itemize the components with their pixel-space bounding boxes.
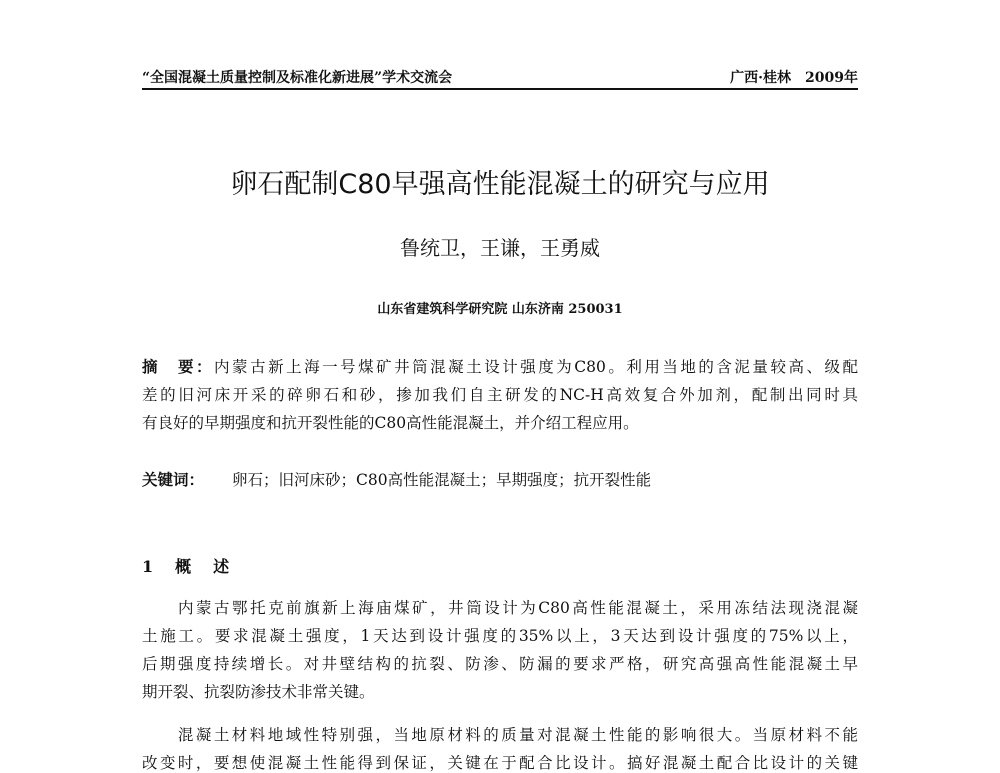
section-title: 概述 — [175, 557, 252, 576]
keywords-label: 关键词： — [142, 470, 205, 489]
abstract-line — [142, 355, 858, 377]
paragraph-line: 后期强度持续增长。对井壁结构的抗裂、防渗、防漏的要求严格，研究高强高性能混凝土早 — [142, 655, 858, 673]
authors: 鲁统卫，王谦，王勇威 — [400, 236, 600, 260]
paragraph-line: 改变时，要想使混凝土性能得到保证，关键在于配合比设计。搞好混凝土配合比设计的关键 — [142, 754, 858, 772]
abstract-line: 差的旧河床开采的碎卵石和砂，掺加我们自主研发的NC-H高效复合外加剂，配制出同时具 — [142, 386, 858, 404]
conference-name: “全国混凝土质量控制及标准化新进展”学术交流会 — [142, 70, 453, 86]
paragraph-line: 内蒙古鄂托克前旗新上海庙煤矿，井筒设计为C80高性能混凝土，采用冻结法现浇混凝 — [142, 599, 858, 617]
section-number: 1 — [142, 557, 154, 576]
running-header — [142, 64, 858, 90]
paragraph-line: 混凝土材料地域性特别强，当地原材料的质量对混凝土性能的影响很大。当原材料不能 — [142, 726, 858, 744]
paragraph-line: 土施工。要求混凝土强度，1天达到设计强度的35%以上，3天达到设计强度的75%以上， — [142, 627, 858, 645]
section-heading — [142, 554, 251, 577]
abstract-text: 内蒙古新上海一号煤矿井筒混凝土设计强度为C80。利用当地的含泥量较高、级配 — [214, 358, 858, 376]
affiliation: 山东省建筑科学研究院 山东济南 250031 — [377, 302, 623, 317]
keywords-text: 卵石；旧河床砂；C80高性能混凝土；早期强度；抗开裂性能 — [232, 471, 652, 489]
abstract-line: 有良好的早期强度和抗开裂性能的C80高性能混凝土，并介绍工程应用。 — [142, 414, 639, 432]
paragraph-line: 期开裂、抗裂防渗技术非常关键。 — [142, 683, 375, 701]
paper-title: 卵石配制C80早强高性能混凝土的研究与应用 — [230, 169, 770, 200]
keywords — [142, 468, 651, 490]
conference-location-year: 广西·桂林 2009年 — [730, 70, 858, 86]
abstract-label: 摘 要： — [142, 357, 215, 376]
